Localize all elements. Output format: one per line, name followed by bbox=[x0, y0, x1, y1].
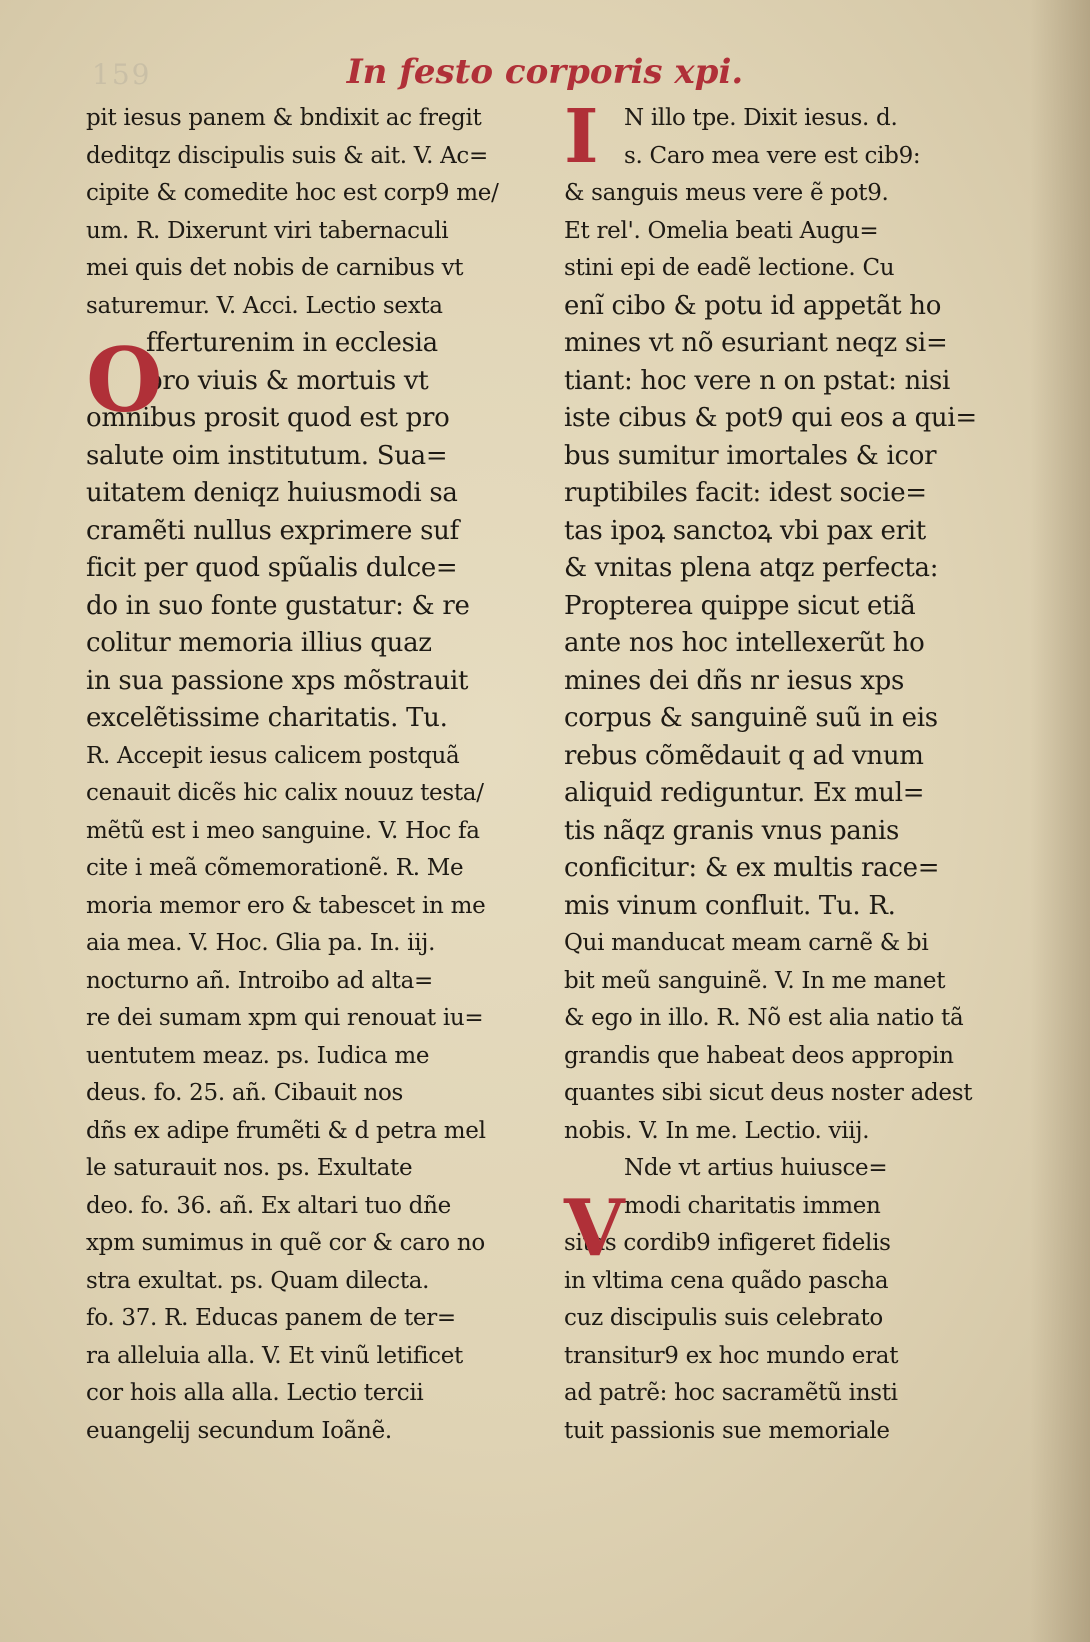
text-line: rebus cõmẽdauit q ad vnum bbox=[564, 740, 924, 771]
text-line: N illo tpe. Dixit iesus. d. bbox=[624, 105, 898, 131]
drop-initial-i: I bbox=[564, 94, 599, 180]
text-line: deo. fo. 36. añ. Ex altari tuo dñe bbox=[86, 1192, 451, 1219]
text-line: saturemur. V. Acci. Lectio sexta bbox=[86, 292, 443, 319]
text-line: Et rel'. Omelia beati Augu= bbox=[564, 217, 879, 244]
text-line: deditqz discipulis suis & ait. V. Ac= bbox=[86, 142, 488, 169]
text-line: in vltima cena quãdo pascha bbox=[564, 1267, 889, 1294]
running-header: In festo corporis xpi. bbox=[346, 52, 744, 92]
text-line: in sua passione xps mõstrauit bbox=[86, 665, 469, 696]
text-line: ante nos hoc intellexerũt ho bbox=[564, 628, 925, 658]
text-line: transitur9 ex hoc mundo erat bbox=[564, 1342, 899, 1369]
text-line: bit meũ sanguinẽ. V. In me manet bbox=[564, 967, 946, 994]
text-line: stini epi de eadẽ lectione. Cu bbox=[564, 255, 895, 281]
page-edge-shadow bbox=[1030, 0, 1090, 1642]
left-column bbox=[86, 100, 536, 1450]
text-line: excelẽtissime charitatis. Tu. bbox=[86, 703, 448, 733]
text-line: & vnitas plena atqz perfecta: bbox=[564, 553, 939, 583]
text-line: salute oim institutum. Sua= bbox=[86, 440, 448, 471]
text-line: aia mea. V. Hoc. Glia pa. In. iij. bbox=[86, 930, 436, 956]
text-line: mis vinum confluit. Tu. R. bbox=[564, 890, 896, 921]
text-line: bus sumitur imortales & icor bbox=[564, 440, 937, 471]
text-line: pro viuis & mortuis vt bbox=[146, 365, 429, 396]
text-line: cipite & comedite hoc est corp9 me/ bbox=[86, 180, 499, 206]
text-line: re dei sumam xpm qui renouat iu= bbox=[86, 1005, 484, 1031]
text-line: mines vt nõ esuriant neqz si= bbox=[564, 328, 948, 358]
text-line: fo. 37. R. Educas panem de ter= bbox=[86, 1305, 456, 1331]
text-line: tuit passionis sue memoriale bbox=[564, 1417, 890, 1444]
text-line: mines dei dñs nr iesus xps bbox=[564, 665, 905, 696]
text-line: cramẽti nullus exprimere suf bbox=[86, 515, 459, 546]
text-line: & sanguis meus vere ẽ pot9. bbox=[564, 180, 889, 206]
text-line: Propterea quippe sicut etiã bbox=[564, 590, 916, 621]
text-line: tis nãqz granis vnus panis bbox=[564, 815, 899, 846]
text-line: dñs ex adipe frumẽti & d petra mel bbox=[86, 1117, 486, 1144]
text-line: uentutem meaz. ps. Iudica me bbox=[86, 1042, 430, 1069]
text-line: le saturauit nos. ps. Exultate bbox=[86, 1155, 413, 1181]
text-line: corpus & sanguinẽ suũ in eis bbox=[564, 703, 938, 733]
text-line: mẽtũ est i meo sanguine. V. Hoc fa bbox=[86, 817, 480, 844]
text-line: uitatem deniqz huiusmodi sa bbox=[86, 478, 458, 508]
text-line: ficit per quod spũalis dulce= bbox=[86, 553, 458, 583]
text-line: nocturno añ. Introibo ad alta= bbox=[86, 967, 433, 994]
text-line: ra alleluia alla. V. Et vinũ letificet bbox=[86, 1342, 463, 1369]
text-line: cite i meã cõmemorationẽ. R. Me bbox=[86, 855, 464, 881]
text-line: R. Accepit iesus calicem postquã bbox=[86, 742, 460, 769]
text-line: aliquid rediguntur. Ex mul= bbox=[564, 778, 925, 808]
text-line: ruptibiles facit: idest socie= bbox=[564, 478, 927, 508]
text-line: conficitur: & ex multis race= bbox=[564, 853, 940, 883]
text-line: moria memor ero & tabescet in me bbox=[86, 892, 486, 919]
text-line: s. Caro mea vere est cib9: bbox=[624, 142, 921, 169]
text-line: sitas cordib9 infigeret fidelis bbox=[564, 1230, 891, 1256]
text-line: Nde vt artius huiusce= bbox=[624, 1155, 888, 1181]
text-line: tiant: hoc vere n on pstat: nisi bbox=[564, 365, 951, 396]
drop-initial-v: V bbox=[564, 1183, 625, 1274]
text-line: modi charitatis immen bbox=[624, 1192, 881, 1219]
text-line: euangelij secundum Ioãnẽ. bbox=[86, 1417, 392, 1444]
text-line: Qui manducat meam carnẽ & bi bbox=[564, 930, 929, 956]
text-line: xpm sumimus in quẽ cor & caro no bbox=[86, 1230, 485, 1256]
text-line: fferturenim in ecclesia bbox=[146, 328, 438, 358]
text-line: deus. fo. 25. añ. Cibauit nos bbox=[86, 1080, 404, 1106]
text-line: & ego in illo. R. Nõ est alia natio tã bbox=[564, 1005, 964, 1031]
text-line: stra exultat. ps. Quam dilecta. bbox=[86, 1267, 430, 1294]
text-line: grandis que habeat deos appropin bbox=[564, 1042, 954, 1069]
text-line: omnibus prosit quod est pro bbox=[86, 403, 450, 433]
folio-number: 159 bbox=[92, 58, 152, 91]
text-line: quantes sibi sicut deus noster adest bbox=[564, 1080, 973, 1106]
text-line: ad patrẽ: hoc sacramẽtũ insti bbox=[564, 1380, 898, 1406]
text-line: enĩ cibo & potu id appetãt ho bbox=[564, 290, 942, 321]
text-line: nobis. V. In me. Lectio. viij. bbox=[564, 1117, 870, 1144]
text-line: tas ipoꝝ sanctoꝝ vbi pax erit bbox=[564, 515, 926, 546]
text-line: iste cibus & pot9 qui eos a qui= bbox=[564, 403, 977, 433]
text-line: cuz discipulis suis celebrato bbox=[564, 1305, 883, 1331]
text-line: do in suo fonte gustatur: & re bbox=[86, 590, 470, 621]
drop-initial-o: O bbox=[86, 328, 163, 432]
text-line: cenauit dicẽs hic calix nouuz testa/ bbox=[86, 780, 484, 806]
text-line: mei quis det nobis de carnibus vt bbox=[86, 255, 464, 281]
text-line: colitur memoria illius quaz bbox=[86, 628, 432, 658]
right-column bbox=[564, 94, 1016, 1450]
text-line: pit iesus panem & bndixit ac fregit bbox=[86, 105, 482, 131]
text-line: um. R. Dixerunt viri tabernaculi bbox=[86, 217, 449, 244]
text-line: cor hois alla alla. Lectio tercii bbox=[86, 1380, 424, 1406]
